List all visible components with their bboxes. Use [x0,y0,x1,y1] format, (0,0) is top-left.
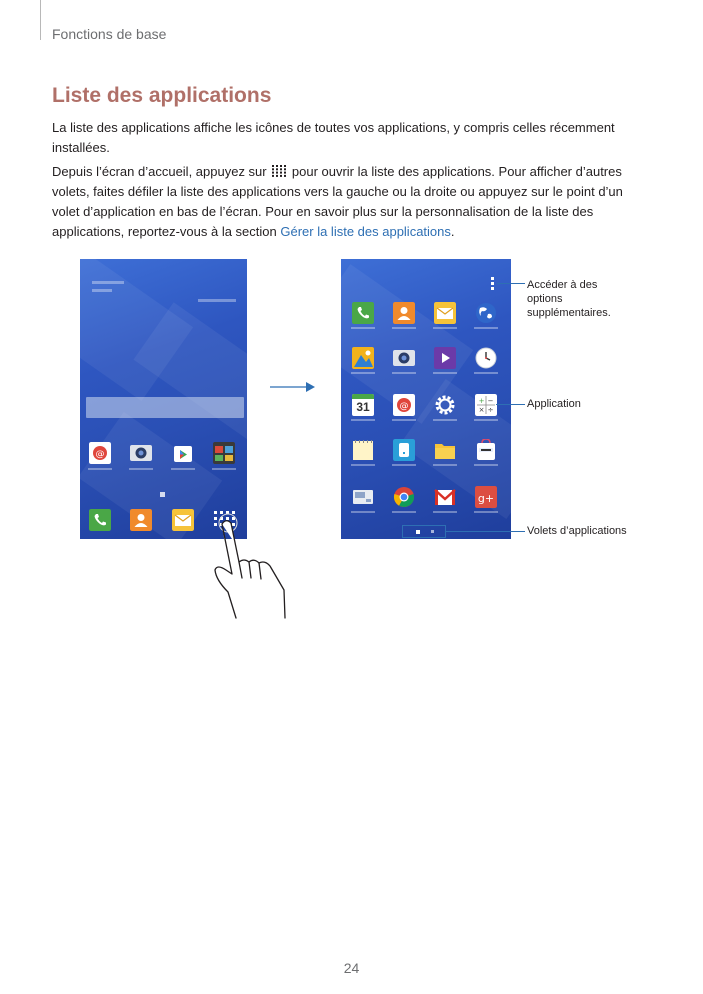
gallery-icon [213,442,235,464]
phone-icon [89,509,111,531]
chrome-icon [393,486,415,508]
arrow-right-icon [270,380,316,394]
settings-icon [434,394,456,416]
hand-pointer-illustration [210,512,290,622]
contacts-icon [130,509,152,531]
video-icon [434,347,456,369]
intro-paragraph: La liste des applications affiche les icônes de toutes vos applications, y compris celles récemment installées. [52,120,615,155]
email-icon [89,442,111,464]
clock-icon [475,347,497,369]
page-title: Liste des applications [52,84,272,107]
calendar-icon: 31 [352,394,374,416]
google-plus-icon [475,486,497,508]
manage-apps-link[interactable]: Gérer la liste des applications [280,224,451,239]
search-widget [86,397,244,418]
svg-text:g+: g+ [477,492,495,505]
calculator-icon [475,394,497,416]
svg-text:@: @ [399,401,409,412]
options-callout: Accéder à des options supplémentaires. [527,279,611,319]
apps-grid-icon [272,165,286,177]
contacts-icon [393,302,415,324]
camera-icon [393,347,415,369]
panels-callout: Volets d’applications [527,525,627,537]
header-rule [40,0,41,40]
application-callout: Application [527,398,581,410]
smart-remote-icon [393,439,415,461]
instructions-text-start: Depuis l’écran d’accueil, appuyez sur [52,164,267,179]
panels-callout-line [446,531,525,532]
svg-text:+: + [478,397,485,405]
svg-text:×: × [478,406,485,414]
phone-icon [352,302,374,324]
tv-icon [352,486,374,508]
instructions-text-rest: pour ouvrir la liste des applications. Pour afficher d’autres volets, faites défiler la liste des applications vers la gauche ou la droite ou appuyez sur le point d’un volet d’application en bas de l’écran. Pour en savoir plus sur la personnalisation de la liste des applications, reportez-vous à la section [52,164,623,239]
svg-text:−: − [487,397,494,405]
svg-text:÷: ÷ [487,406,494,414]
internet-icon [475,302,497,324]
messages-icon [172,509,194,531]
more-options-icon[interactable] [491,277,494,291]
gallery-icon [352,347,374,369]
apps-screen-illustration [341,259,511,539]
page-number: 24 [343,960,360,976]
instructions-paragraph [52,162,642,242]
application-callout-line [496,404,525,405]
memo-icon [352,439,374,461]
home-screen-illustration [80,259,247,539]
section-header: Fonctions de base [52,26,167,42]
email-icon [393,394,415,416]
panel-indicator-highlight [402,525,446,538]
play-store-icon [172,442,194,464]
instructions-text-end: . [450,224,455,239]
my-files-icon [434,439,456,461]
galaxy-apps-icon [475,439,497,461]
svg-text:@: @ [95,449,105,460]
camera-icon [130,442,152,464]
gmail-icon [434,486,456,508]
messages-icon [434,302,456,324]
options-callout-line [497,283,525,284]
